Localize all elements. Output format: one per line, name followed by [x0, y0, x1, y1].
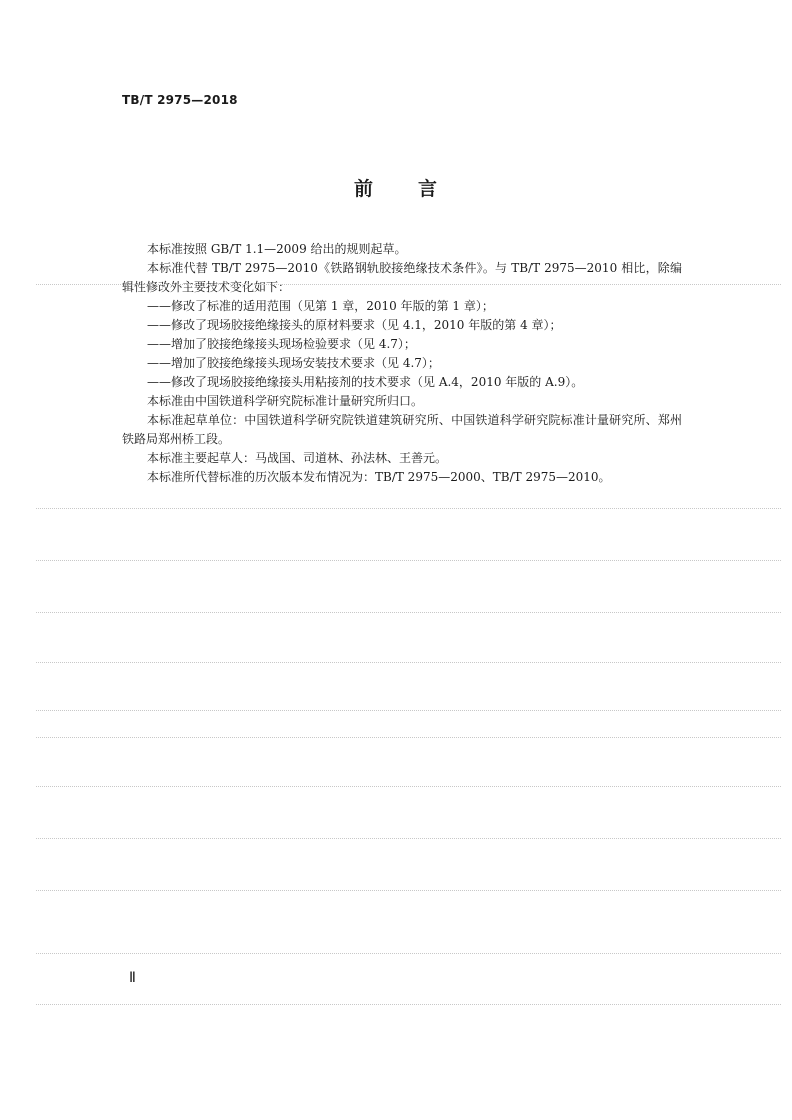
list-item: ——修改了标准的适用范围（见第 1 章，2010 年版的第 1 章）；	[147, 299, 494, 313]
scan-divider	[36, 838, 781, 839]
standard-code: TB/T 2975—2018	[122, 93, 238, 107]
paragraph-proposer: 本标准由中国铁道科学研究院标准计量研究所归口。	[147, 394, 424, 408]
scan-divider	[36, 612, 781, 613]
list-item: ——修改了现场胶接绝缘接头的原材料要求（见 4.1，2010 年版的第 4 章）；	[147, 318, 562, 332]
scan-divider	[36, 560, 781, 561]
scan-divider	[36, 786, 781, 787]
title-char-2: 言	[418, 178, 439, 200]
scan-divider	[36, 953, 781, 954]
page-number: Ⅱ	[129, 970, 136, 986]
list-item: ——增加了胶接绝缘接头现场检验要求（见 4.7）；	[147, 337, 416, 351]
scan-divider	[36, 662, 781, 663]
scan-divider	[36, 710, 781, 711]
paragraph-replacement: 本标准代替 TB/T 2975—2010《铁路钢轨胶接绝缘技术条件》。与 TB/T 2975—2010 相比，除编辑性修改外主要技术变化如下：	[122, 261, 682, 294]
paragraph-drafting-rules: 本标准按照 GB/T 1.1—2009 给出的规则起草。	[147, 242, 407, 256]
title-char-1: 前	[353, 178, 374, 200]
page-title	[0, 174, 792, 201]
paragraph-previous-editions: 本标准所代替标准的历次版本发布情况为：TB/T 2975—2000、TB/T 2975—2010。	[147, 470, 611, 484]
list-item: ——修改了现场胶接绝缘接头用粘接剂的技术要求（见 A.4，2010 年版的 A.9）。	[147, 375, 584, 389]
list-item: ——增加了胶接绝缘接头现场安装技术要求（见 4.7）；	[147, 356, 440, 370]
scan-divider	[36, 284, 781, 285]
scan-divider	[36, 737, 781, 738]
preface-body	[122, 240, 682, 487]
scan-divider	[36, 1004, 781, 1005]
scan-divider	[36, 890, 781, 891]
scan-divider	[36, 508, 781, 509]
paragraph-drafters: 本标准主要起草人：马战国、司道林、孙法林、王善元。	[147, 451, 448, 465]
paragraph-drafting-units: 本标准起草单位：中国铁道科学研究院铁道建筑研究所、中国铁道科学研究院标准计量研究所、郑州铁路局郑州桥工段。	[122, 413, 682, 446]
